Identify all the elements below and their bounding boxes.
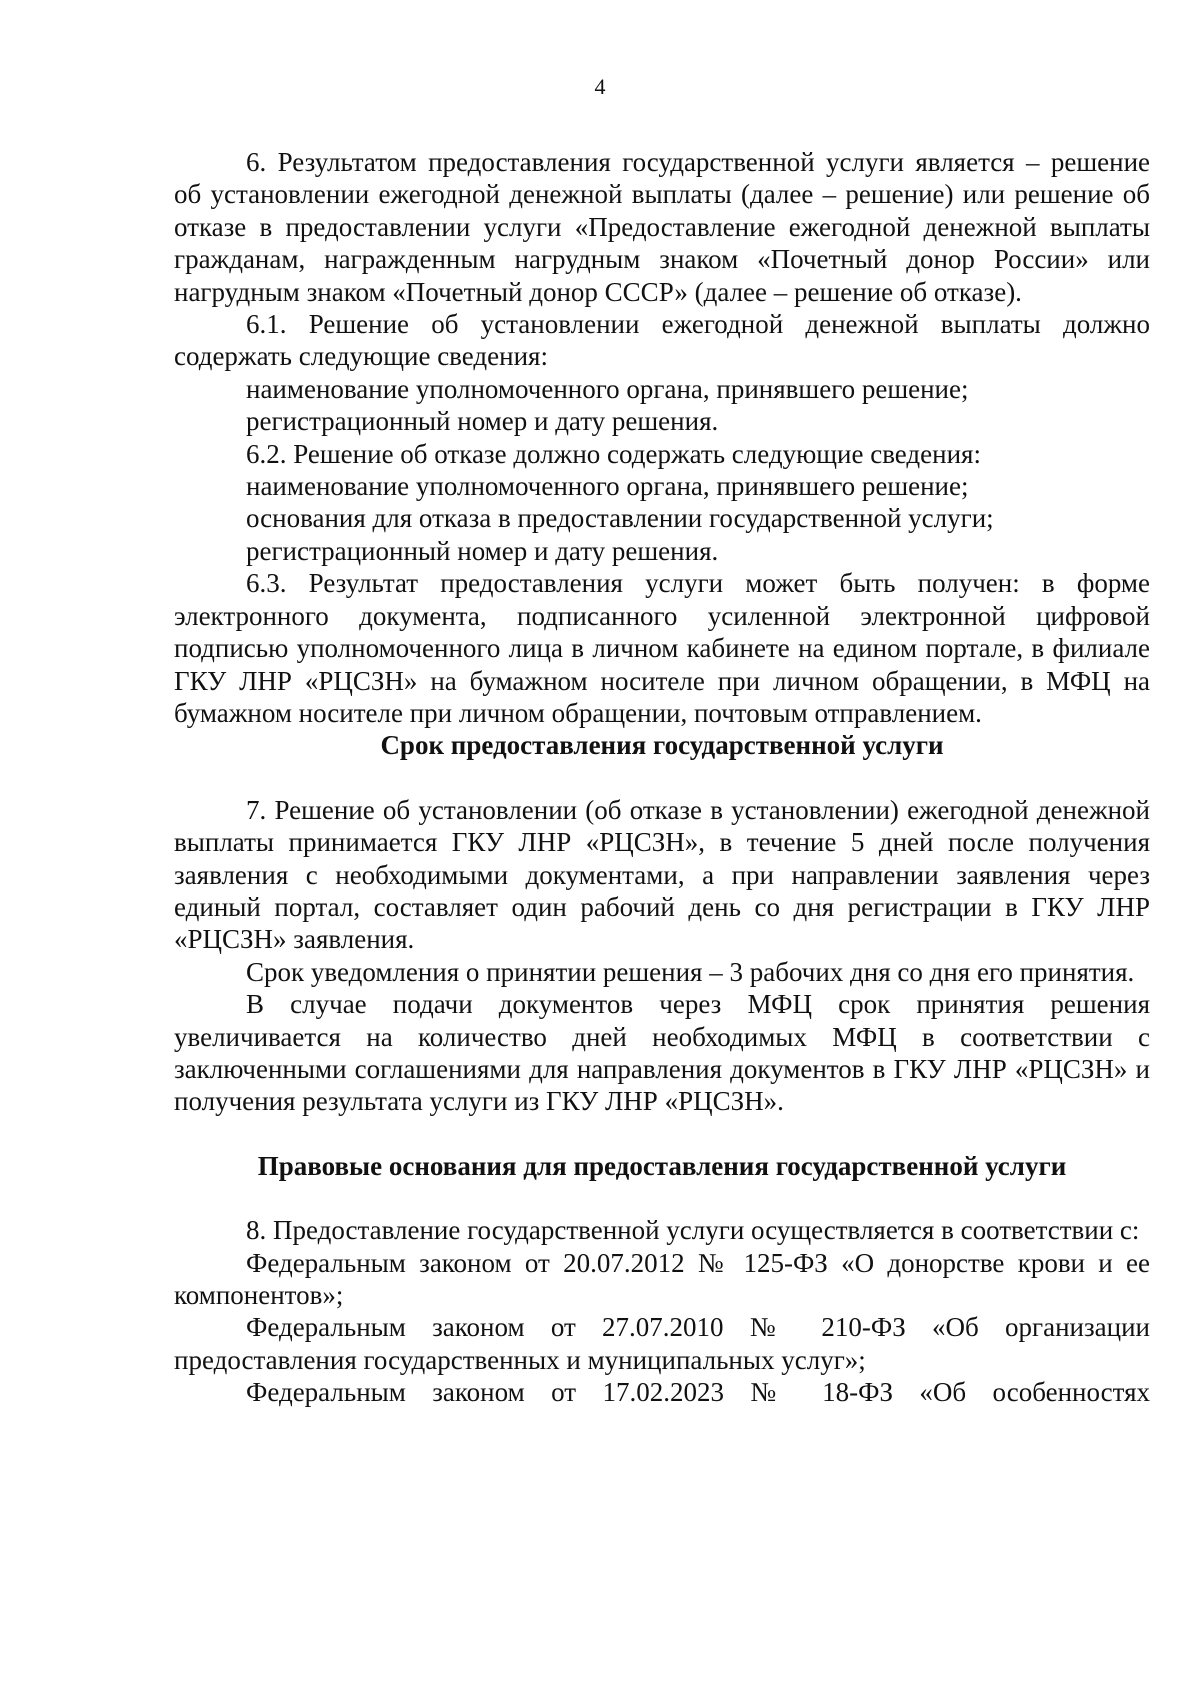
law-item: Федеральным законом от 17.02.2023 № 18-ФЗ «Об особенностях — [246, 1377, 1150, 1408]
paragraph-6-1: 6.1. Решение об установлении ежегодной денежной выплаты должно содержать следующие сведения: — [174, 309, 1150, 372]
paragraph-8: 8. Предоставление государственной услуги осуществляется в соответствии с: — [246, 1215, 1140, 1246]
list-item: наименование уполномоченного органа, принявшего решение; — [246, 373, 969, 404]
paragraph-7-mfc: В случае подачи документов через МФЦ срок принятия решения увеличивается на количество дней необходимых МФЦ в соответствии с заключенными соглашениями для направления документов в ГКУ ЛНР «РЦСЗН» и получения результата услуги из ГКУ ЛНР «РЦСЗН». — [174, 989, 1150, 1117]
paragraph-7: 7. Решение об установлении (об отказе в установлении) ежегодной денежной выплаты принимается ГКУ ЛНР «РЦСЗН», в течение 5 дней после получения заявления с необходимыми документами, а при направлении заявления через единый портал, составляет один рабочий день со дня регистрации в ГКУ ЛНР «РЦСЗН» заявления. — [174, 794, 1150, 955]
paragraph-6-3: 6.3. Результат предоставления услуги может быть получен: в форме электронного документа, подписанного усиленной электронной цифровой подписью уполномоченного лица в личном кабинете на едином портале, в филиале ГКУ ЛНР «РЦСЗН» на бумажном носителе при личном обращении, в МФЦ на бумажном носителе при личном обращении, почтовым отправлением. — [174, 568, 1150, 728]
page-number: 4 — [594, 74, 606, 99]
paragraph-6-2: 6.2. Решение об отказе должно содержать следующие сведения: — [246, 438, 981, 469]
list-item: основания для отказа в предоставлении государственной услуги; — [246, 503, 994, 534]
law-item: Федеральным законом от 27.07.2010 № 210-ФЗ «Об организации предоставления государственных и муниципальных услуг»; — [174, 1312, 1150, 1375]
paragraph-6: 6. Результатом предоставления государственной услуги является – решение об установлении ежегодной денежной выплаты (далее – решение) или решение об отказе в предоставлении услуги «Предоставление ежегодной денежной выплаты гражданам, награжденным нагрудным знаком «Почетный донор России» или нагрудным знаком «Почетный донор СССР» (далее – решение об отказе). — [174, 147, 1150, 307]
paragraph-7-notice: Срок уведомления о принятии решения – 3 рабочих дня со дня его принятия. — [246, 956, 1135, 987]
section-heading-term: Срок предоставления государственной услуги — [380, 730, 944, 761]
document-body — [174, 146, 1150, 1409]
list-item: регистрационный номер и дату решения. — [246, 406, 719, 437]
list-item: наименование уполномоченного органа, принявшего решение; — [246, 471, 969, 502]
list-item: регистрационный номер и дату решения. — [246, 535, 719, 566]
section-heading-legal-basis: Правовые основания для предоставления государственной услуги — [257, 1150, 1067, 1181]
law-item: Федеральным законом от 20.07.2012 № 125-ФЗ «О донорстве крови и ее компонентов»; — [174, 1247, 1150, 1310]
